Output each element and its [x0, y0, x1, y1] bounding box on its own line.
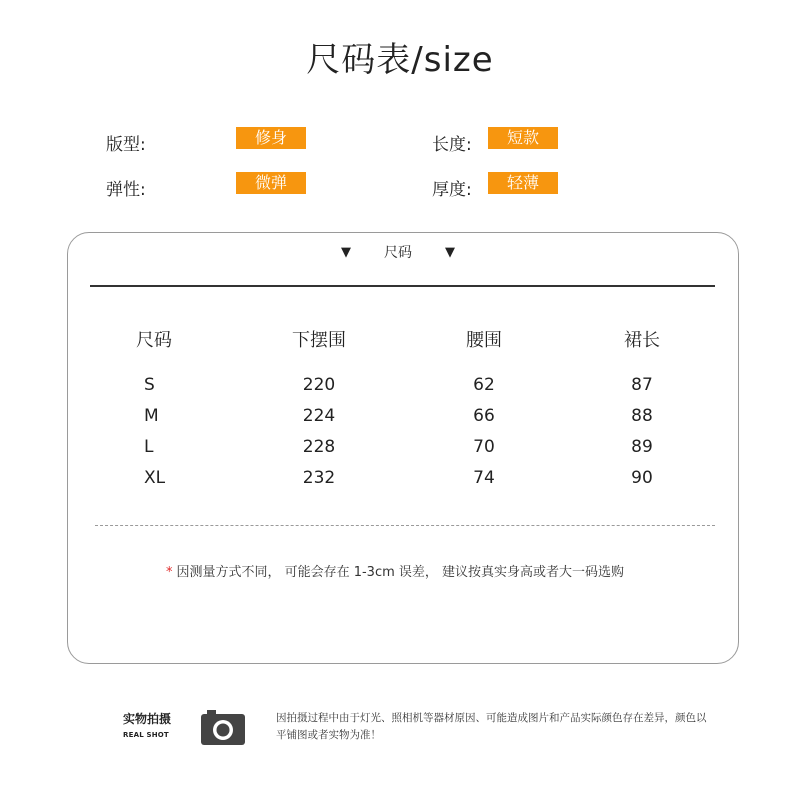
column-header-length: 裙长 [624, 330, 660, 351]
table-cell: S [144, 375, 155, 395]
table-cell: 74 [473, 468, 495, 488]
table-cell: 70 [473, 437, 495, 457]
table-cell: 220 [302, 375, 336, 395]
table-cell: 88 [631, 406, 653, 426]
real-shot-subtitle: REAL SHOT [123, 731, 169, 739]
table-cell: XL [144, 468, 166, 488]
column-header-hem: 下摆围 [292, 330, 346, 351]
header-divider [90, 285, 715, 287]
real-shot-title: 实物拍摄 [123, 712, 172, 726]
color-disclaimer: 因拍摄过程中由于灯光、照相机等器材原因、可能造成图片和产品实际颜色存在差异，颜色以平铺图或者实物为准！ [276, 712, 707, 741]
length-tag: 短款 [488, 127, 558, 149]
measurement-note [0, 561, 790, 580]
fit-label: 版型: [106, 135, 146, 155]
elasticity-tag: 微弹 [236, 172, 306, 194]
elasticity-label: 弹性: [106, 180, 146, 200]
table-cell: 66 [473, 406, 495, 426]
size-section-header [0, 243, 800, 263]
note-star: * [165, 565, 173, 580]
table-cell: 62 [473, 375, 495, 395]
fit-tag: 修身 [236, 127, 306, 149]
dashed-divider [95, 525, 715, 526]
thickness-label: 厚度: [432, 180, 472, 200]
table-cell: 232 [302, 468, 336, 488]
length-label: 长度: [432, 135, 472, 155]
triangle-down-icon: ▼ [445, 245, 455, 260]
size-section-heading: 尺码 [384, 245, 412, 261]
table-cell: 90 [631, 468, 653, 488]
camera-icon [201, 709, 245, 745]
column-header-size: 尺码 [136, 330, 172, 351]
table-cell: 87 [631, 375, 653, 395]
table-cell: 224 [302, 406, 336, 426]
thickness-tag: 轻薄 [488, 172, 558, 194]
note-text: 因测量方式不同， 可能会存在 1-3cm 误差， 建议按真实身高或者大一码选购 [176, 565, 625, 580]
table-cell: 228 [302, 437, 336, 457]
table-cell: L [144, 437, 154, 457]
triangle-down-icon: ▼ [341, 245, 351, 260]
table-cell: M [144, 406, 159, 426]
page-title: 尺码表/size [306, 40, 494, 80]
table-cell: 89 [631, 437, 653, 457]
column-header-waist: 腰围 [466, 330, 502, 351]
